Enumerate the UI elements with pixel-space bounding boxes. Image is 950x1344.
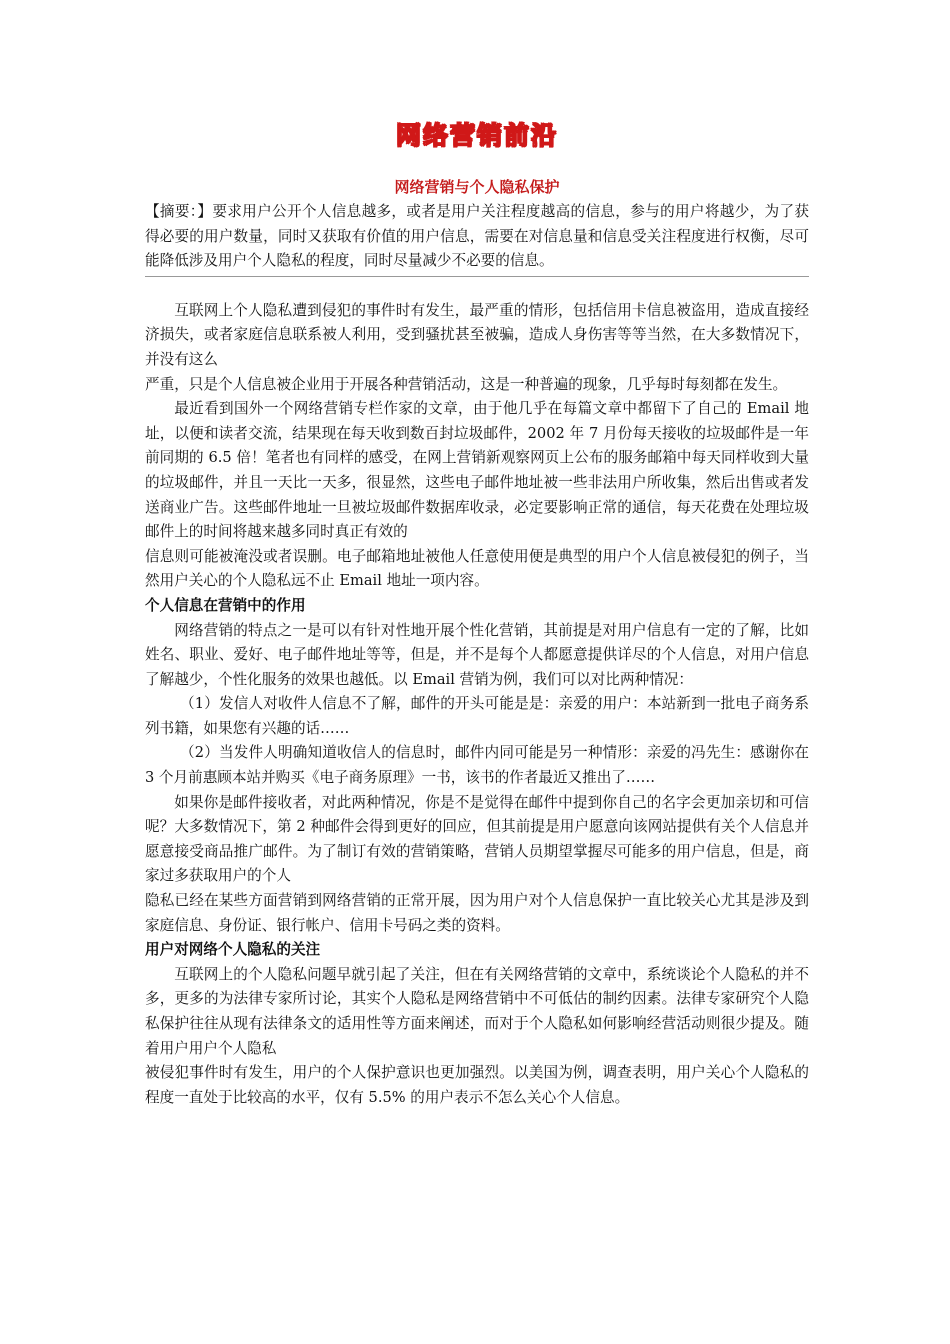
body-paragraph-3: 网络营销的特点之一是可以有针对性地开展个性化营销，其前提是对用户信息有一定的了解，比如姓名、职业、爱好、电子邮件地址等等，但是，并不是每个人都愿意提供详尽的个人信息，对用户信息了解越少，个性化服务的效果也越低。以 Email 营销为例，我们可以对比两种情况： <box>145 621 809 688</box>
body-paragraph-1: 互联网上个人隐私遭到侵犯的事件时有发生，最严重的情形，包括信用卡信息被盗用，造成直接经济损失，或者家庭信息联系被人利用，受到骚扰甚至被骗，造成人身伤害等等当然，在大多数情况下，并没有这么 <box>145 301 809 368</box>
body-paragraph-7-cont: 被侵犯事件时有发生，用户的个人保护意识也更加强烈。以美国为例，调查表明，用户关心个人隐私的程度一直处于比较高的水平，仅有 5.5% 的用户表示不怎么关心个人信息。 <box>145 1064 809 1106</box>
body-paragraph-6-cont: 隐私已经在某些方面营销到网络营销的正常开展，因为用户对个人信息保护一直比较关心尤其是涉及到家庭信息、身份证、银行帐户、信用卡号码之类的资料。 <box>145 892 809 934</box>
body-paragraph-6: 如果你是邮件接收者，对此两种情况，你是不是觉得在邮件中提到你自己的名字会更加亲切和可信呢？大多数情况下，第 2 种邮件会得到更好的回应，但其前提是用户愿意向该网站提供有关个人信息并愿意接受商品推广邮件。为了制订有效的营销策略，营销人员期望掌握尽可能多的用户信息，但是，商家过多获取用户的个人 <box>145 793 809 885</box>
body-paragraph-2-cont: 信息则可能被淹没或者误删。电子邮箱地址被他人任意使用便是典型的用户个人信息被侵犯的例子，当然用户关心的个人隐私远不止 Email 地址一项内容。 <box>145 547 809 590</box>
article-title: 网络营销与个人隐私保护 <box>394 178 560 196</box>
body-paragraph-5: （2）当发件人明确知道收信人的信息时，邮件内同可能是另一种情形：亲爱的冯先生：感谢你在 3 个月前惠顾本站并购买《电子商务原理》一书，该书的作者最近又推出了…… <box>145 744 809 787</box>
abstract-paragraph: 【摘要：】要求用户公开个人信息越多，或者是用户关注程度越高的信息，参与的用户将越少，为了获得必要的用户数量，同时又获取有价值的用户信息，需要在对信息量和信息受关注程度进行权衡，尽可能降低涉及用户个人隐私的程度，同时尽量减少不必要的信息。 <box>145 200 809 277</box>
body-paragraph-2: 最近看到国外一个网络营销专栏作家的文章，由于他几乎在每篇文章中都留下了自己的 Email 地址，以便和读者交流，结果现在每天收到数百封垃圾邮件，2002 年 7 月份每天接收的垃圾邮件是一年前同期的 6.5 倍！笔者也有同样的感受，在网上营销新观察网页上公布的服务邮箱中每天同样收到大量的垃圾邮件，并且一天比一天多，很显然，这些电子邮件地址被一些非法用户所收集，然后出售或者发送商业广告。这些邮件地址一旦被垃圾邮件数据库收录，必定要影响正常的通信，每天花费在处理垃圾邮件上的时间将越来越多同时真正有效的 <box>145 400 809 541</box>
section-heading-1: 个人信息在营销中的作用 <box>145 596 306 614</box>
document-page <box>145 118 809 1110</box>
section-heading-2: 用户对网络个人隐私的关注 <box>145 941 321 959</box>
banner-title: 网络营销前沿 <box>395 121 558 150</box>
body-paragraph-1-cont: 严重，只是个人信息被企业用于开展各种营销活动，这是一种普遍的现象，几乎每时每刻都在发生。 <box>145 375 788 393</box>
body-paragraph-4: （1）发信人对收件人信息不了解，邮件的开头可能是是：亲爱的用户：本站新到一批电子商务系列书籍，如果您有兴趣的话…… <box>145 695 809 737</box>
body-paragraph-7: 互联网上的个人隐私问题早就引起了关注，但在有关网络营销的文章中，系统谈论个人隐私的并不多，更多的为法律专家所讨论，其实个人隐私是网络营销中不可低估的制约因素。法律专家研究个人隐私保护往往从现有法律条文的适用性等方面来阐述，而对于个人隐私如何影响经营活动则很少提及。随着用户用户个人隐私 <box>145 965 809 1057</box>
